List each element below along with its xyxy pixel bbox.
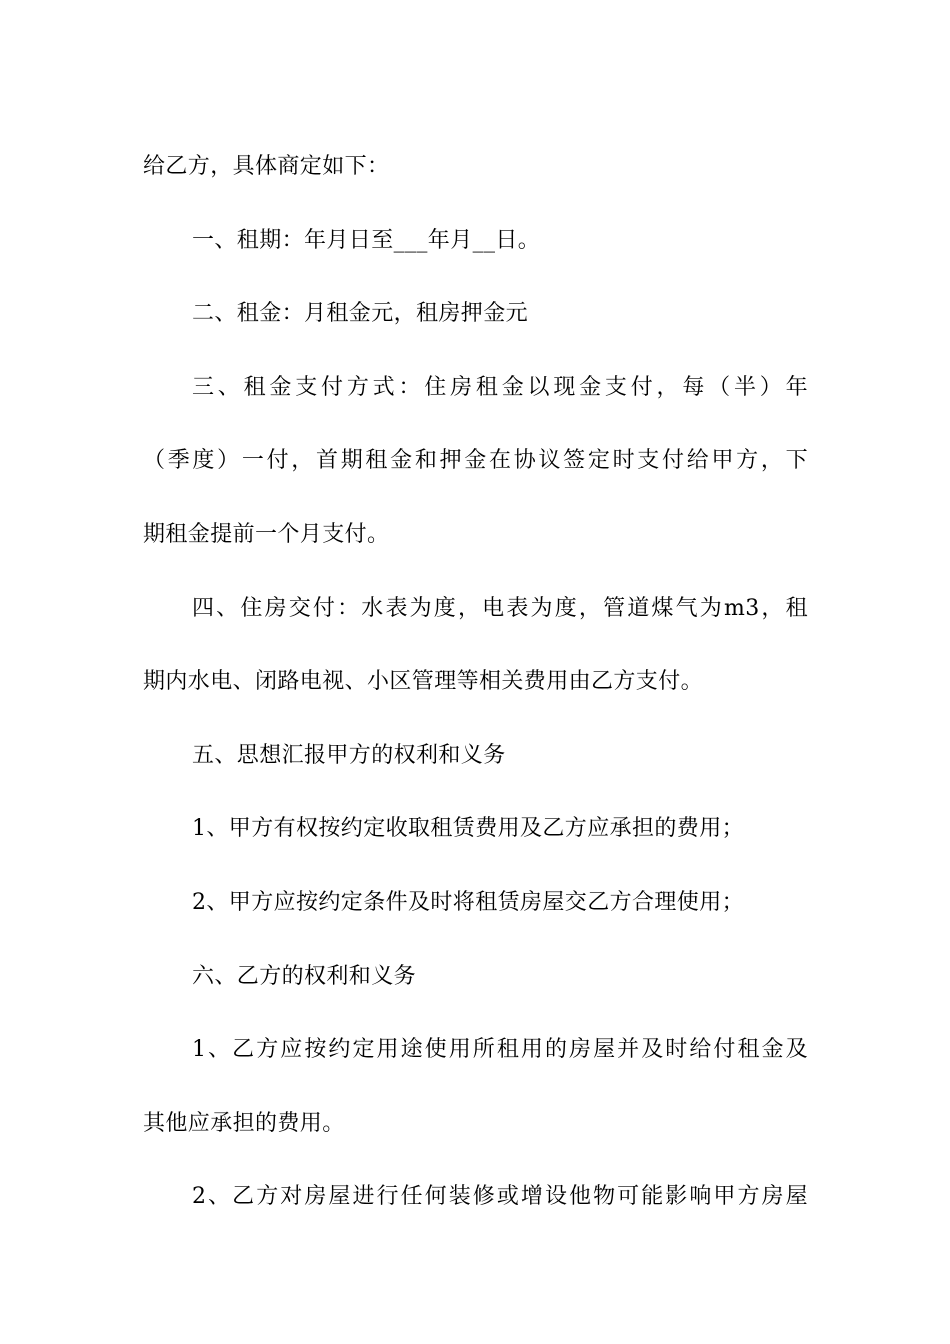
clause-payment-method: 三、租金支付方式：住房租金以现金支付，每（半）年 — [192, 374, 808, 400]
tenant-item-1-cont: 其他应承担的费用。 — [143, 1110, 345, 1136]
tenant-item-2: 2、乙方对房屋进行任何装修或增设他物可能影响甲方房屋 — [192, 1184, 808, 1210]
section-tenant-rights: 六、乙方的权利和义务 — [192, 963, 417, 989]
clause-payment-method-cont: （季度）一付，首期租金和押金在协议签定时支付给甲方，下 — [143, 448, 808, 474]
section-landlord-rights: 五、思想汇报甲方的权利和义务 — [192, 742, 506, 768]
document-body — [143, 130, 808, 1234]
clause-payment-method-end: 期租金提前一个月支付。 — [143, 521, 390, 547]
clause-rent: 二、租金：月租金元，租房押金元 — [192, 301, 529, 327]
clause-term: 一、租期：年月日至___年月__日。 — [192, 227, 541, 253]
landlord-item-2: 2、甲方应按约定条件及时将租赁房屋交乙方合理使用； — [192, 889, 744, 915]
landlord-item-1: 1、甲方有权按约定收取租赁费用及乙方应承担的费用； — [192, 816, 744, 842]
text-line-continuation: 给乙方，具体商定如下： — [143, 154, 390, 179]
clause-handover: 四、住房交付：水表为度，电表为度，管道煤气为m3，租 — [192, 595, 808, 621]
tenant-item-1: 1、乙方应按约定用途使用所租用的房屋并及时给付租金及 — [192, 1037, 808, 1063]
clause-handover-cont: 期内水电、闭路电视、小区管理等相关费用由乙方支付。 — [143, 669, 704, 695]
